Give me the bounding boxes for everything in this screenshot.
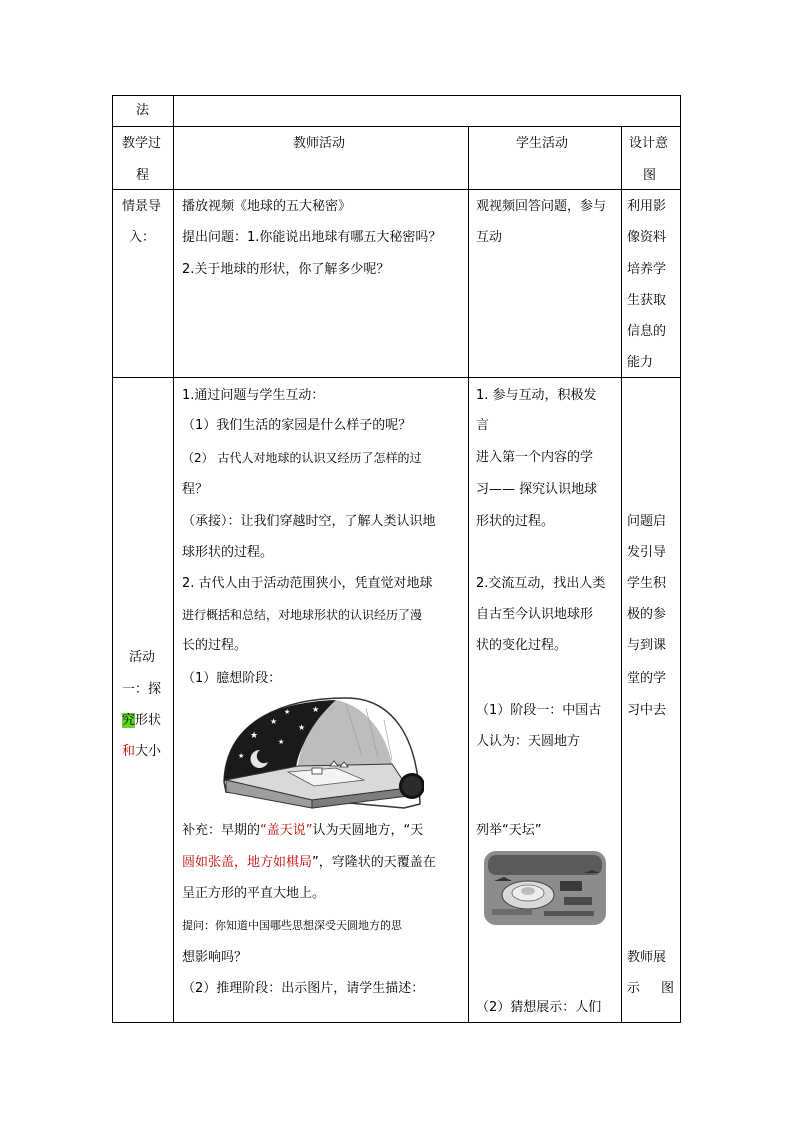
table-col-line-3 — [621, 126, 622, 1023]
table-border-bottom — [112, 1022, 681, 1023]
student-line: 2.交流互动，找出人类 — [476, 576, 606, 591]
teacher-line: （1）臆想阶段： — [182, 671, 282, 686]
activity-label: 究形状 — [122, 713, 162, 728]
intro-design-line: 利用影 — [627, 199, 667, 214]
teacher-line: （2）推理阶段：出示图片，请学生描述： — [182, 981, 425, 996]
intro-design-line: 像资料 — [627, 230, 667, 245]
student-line: （1）阶段一：中国古 — [476, 703, 602, 718]
header-design: 图 — [643, 168, 657, 183]
header-design: 设计意 — [629, 136, 669, 151]
teacher-line: 球形状的过程。 — [182, 545, 274, 560]
table-line-1 — [112, 126, 681, 127]
svg-text:★: ★ — [278, 738, 285, 746]
teacher-line: 程？ — [182, 482, 209, 497]
design-line: 与到课 — [627, 638, 667, 653]
intro-teacher-line: 2.关于地球的形状，你了解多少呢？ — [182, 262, 390, 277]
intro-design-line: 能力 — [627, 355, 654, 370]
teacher-line: （2） 古代人对地球的认识又经历了怎样的过 — [182, 451, 422, 465]
design-line: 教师展 — [627, 950, 667, 965]
design-line: 图 — [661, 981, 675, 996]
temple-of-heaven-photo — [484, 851, 606, 925]
teacher-line: （1）我们生活的家园是什么样子的呢？ — [182, 418, 412, 433]
student-line: 进入第一个内容的学 — [476, 450, 594, 465]
intro-student-line: 观视频回答问题，参与 — [476, 199, 607, 214]
design-line: 示 — [627, 981, 641, 996]
header-process: 教学过 — [122, 136, 162, 151]
intro-design-line: 信息的 — [627, 324, 667, 339]
teacher-question: 想影响吗？ — [182, 950, 248, 965]
teacher-supplement: 呈正方形的平直大地上。 — [182, 886, 326, 901]
table-border-right — [680, 95, 681, 1023]
student-line: 习—— 探究认识地球 — [476, 482, 598, 497]
intro-teacher-line: 播放视频《地球的五大秘密》 — [182, 199, 352, 214]
svg-text:★: ★ — [238, 752, 245, 760]
design-line: 学生积 — [627, 576, 667, 591]
header-student: 学生活动 — [516, 136, 569, 151]
svg-text:★: ★ — [250, 731, 259, 741]
design-line: 问题启 — [627, 514, 667, 529]
intro-design-line: 培养学 — [627, 262, 667, 277]
teacher-line: （承接）：让我们穿越时空，了解人类认识地 — [182, 514, 436, 529]
table-line-2 — [112, 189, 681, 190]
table-line-3 — [112, 377, 681, 378]
teacher-question: 提问：你知道中国哪些思想深受天圆地方的思 — [182, 919, 402, 932]
table-col-line-1 — [173, 95, 174, 1023]
intro-label: 入： — [129, 230, 156, 245]
design-line: 习中去 — [627, 703, 667, 718]
table-col-line-2 — [468, 126, 469, 1023]
student-line: 自古至今认识地球形 — [476, 607, 594, 622]
student-line: 列举“天坛” — [476, 823, 542, 838]
student-line: 形状的过程。 — [476, 514, 555, 529]
student-line: （2）猜想展示：人们 — [476, 1000, 602, 1015]
teacher-line: 1.通过问题与学生互动： — [182, 388, 325, 403]
svg-text:★: ★ — [284, 708, 291, 716]
activity-label: 活动 — [129, 650, 156, 665]
intro-teacher-line: 提出问题：1.你能说出地球有哪五大秘密吗？ — [182, 230, 442, 245]
student-line: 1. 参与互动，积极发 — [476, 388, 597, 403]
activity-label: 和大小 — [122, 744, 162, 759]
svg-text:★: ★ — [298, 723, 306, 732]
student-line: 人认为：天圆地方 — [476, 734, 581, 749]
teacher-line: 进行概括和总结，对地球形状的认识经历了漫 — [182, 608, 423, 622]
table-border-top — [112, 95, 681, 96]
student-line: 言 — [476, 418, 490, 433]
red-char: 和 — [122, 744, 136, 759]
design-line: 堂的学 — [627, 671, 667, 686]
intro-student-line: 互动 — [476, 230, 503, 245]
teacher-supplement: 补充：早期的“盖天说”认为天圆地方，“天 — [182, 823, 424, 838]
design-line: 极的参 — [627, 607, 667, 622]
student-line: 状的变化过程。 — [476, 638, 568, 653]
header-process: 程 — [136, 168, 150, 183]
intro-design-line: 生获取 — [627, 293, 667, 308]
table-border-left — [112, 95, 113, 1023]
svg-text:★: ★ — [312, 705, 320, 714]
teacher-supplement: 圆如张盖，地方如棋局”，穹隆状的天覆盖在 — [182, 855, 436, 870]
highlighted-char: 究 — [122, 713, 136, 728]
intro-label: 情景导 — [122, 199, 162, 214]
activity-label: 一：探 — [122, 682, 162, 697]
svg-text:★: ★ — [270, 717, 278, 726]
teacher-line: 2. 古代人由于活动范围狭小，凭直觉对地球 — [182, 576, 433, 591]
header-teacher: 教师活动 — [293, 136, 346, 151]
dome-illustration — [216, 694, 424, 814]
row0-label: 法 — [136, 103, 150, 118]
teacher-line: 长的过程。 — [182, 638, 248, 653]
design-line: 发引导 — [627, 545, 667, 560]
